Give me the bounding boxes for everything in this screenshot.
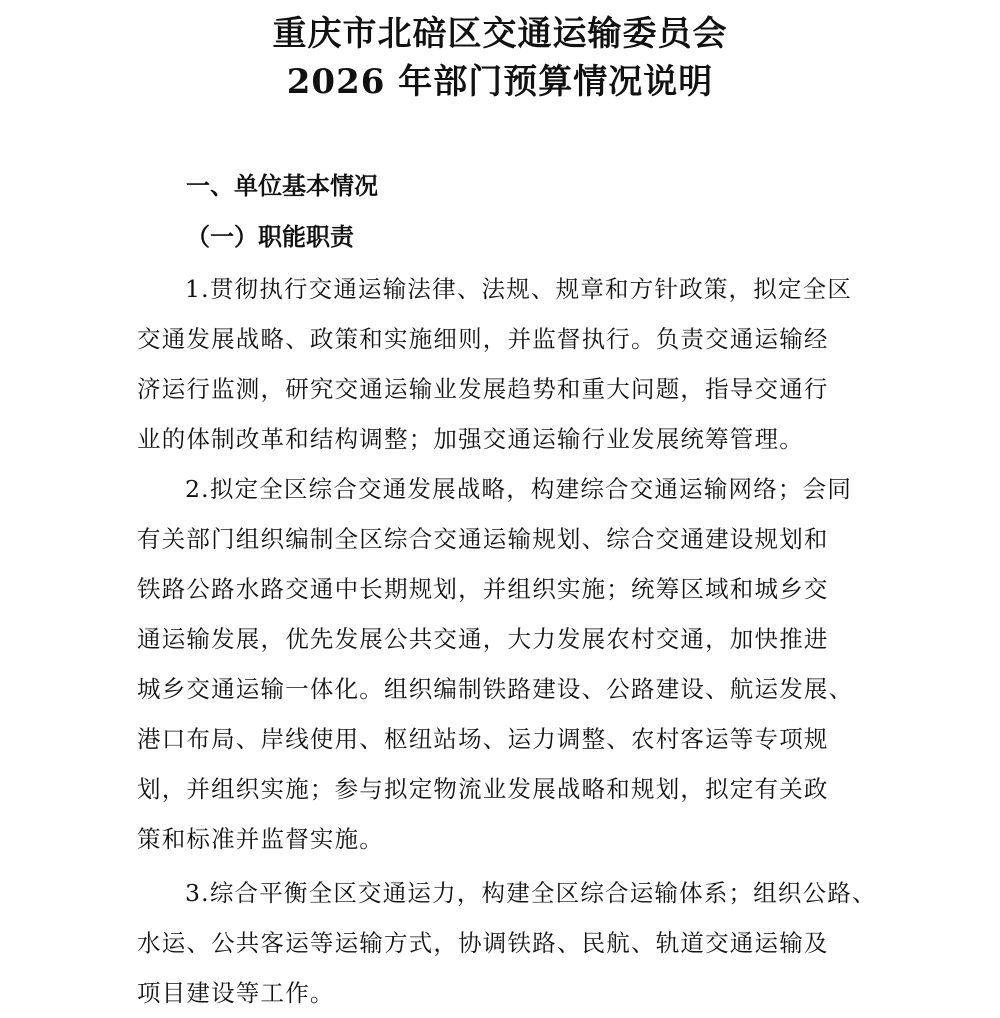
section-heading: 一、单位基本情况 [186, 171, 378, 200]
paragraph-2 [137, 464, 877, 864]
paragraph-line: 1.贯彻执行交通运输法律、法规、规章和方针政策，拟定全区 [185, 275, 853, 303]
paragraph-line: 济运行监测，研究交通运输业发展趋势和重大问题，指导交通行 [137, 375, 829, 403]
paragraph-line: 2.拟定全区综合交通发展战略，构建综合交通运输网络；会同 [185, 475, 853, 503]
paragraph-line: 交通发展战略、政策和实施细则，并监督执行。负责交通运输经 [137, 325, 829, 353]
subsection-heading: （一）职能职责 [186, 222, 354, 251]
paragraph-1 [137, 264, 877, 464]
paragraph-line: 铁路公路水路交通中长期规划，并组织实施；统筹区域和城乡交 [137, 575, 829, 603]
paragraph-line: 水运、公共客运等运输方式，协调铁路、民航、轨道交通运输及 [137, 929, 829, 957]
paragraph-line: 通运输发展，优先发展公共交通，大力发展农村交通，加快推进 [137, 625, 829, 653]
paragraph-line: 业的体制改革和结构调整；加强交通运输行业发展统筹管理。 [137, 425, 804, 453]
paragraph-line: 划，并组织实施；参与拟定物流业发展战略和规划，拟定有关政 [137, 775, 829, 803]
paragraph-3 [137, 868, 877, 1018]
paragraph-line: 策和标准并监督实施。 [137, 825, 384, 853]
paragraph-line: 港口布局、岸线使用、枢纽站场、运力调整、农村客运等专项规 [137, 725, 829, 753]
paragraph-line: 3.综合平衡全区交通运力，构建全区综合运输体系；组织公路、 [185, 879, 877, 907]
document-title-line-1: 重庆市北碚区交通运输委员会 [272, 14, 728, 54]
document-title-line-2: 2026 年部门预算情况说明 [286, 62, 714, 102]
paragraph-line: 城乡交通运输一体化。组织编制铁路建设、公路建设、航运发展、 [137, 675, 854, 703]
paragraph-line: 项目建设等工作。 [137, 979, 335, 1007]
paragraph-line: 有关部门组织编制全区综合交通运输规划、综合交通建设规划和 [137, 525, 829, 553]
